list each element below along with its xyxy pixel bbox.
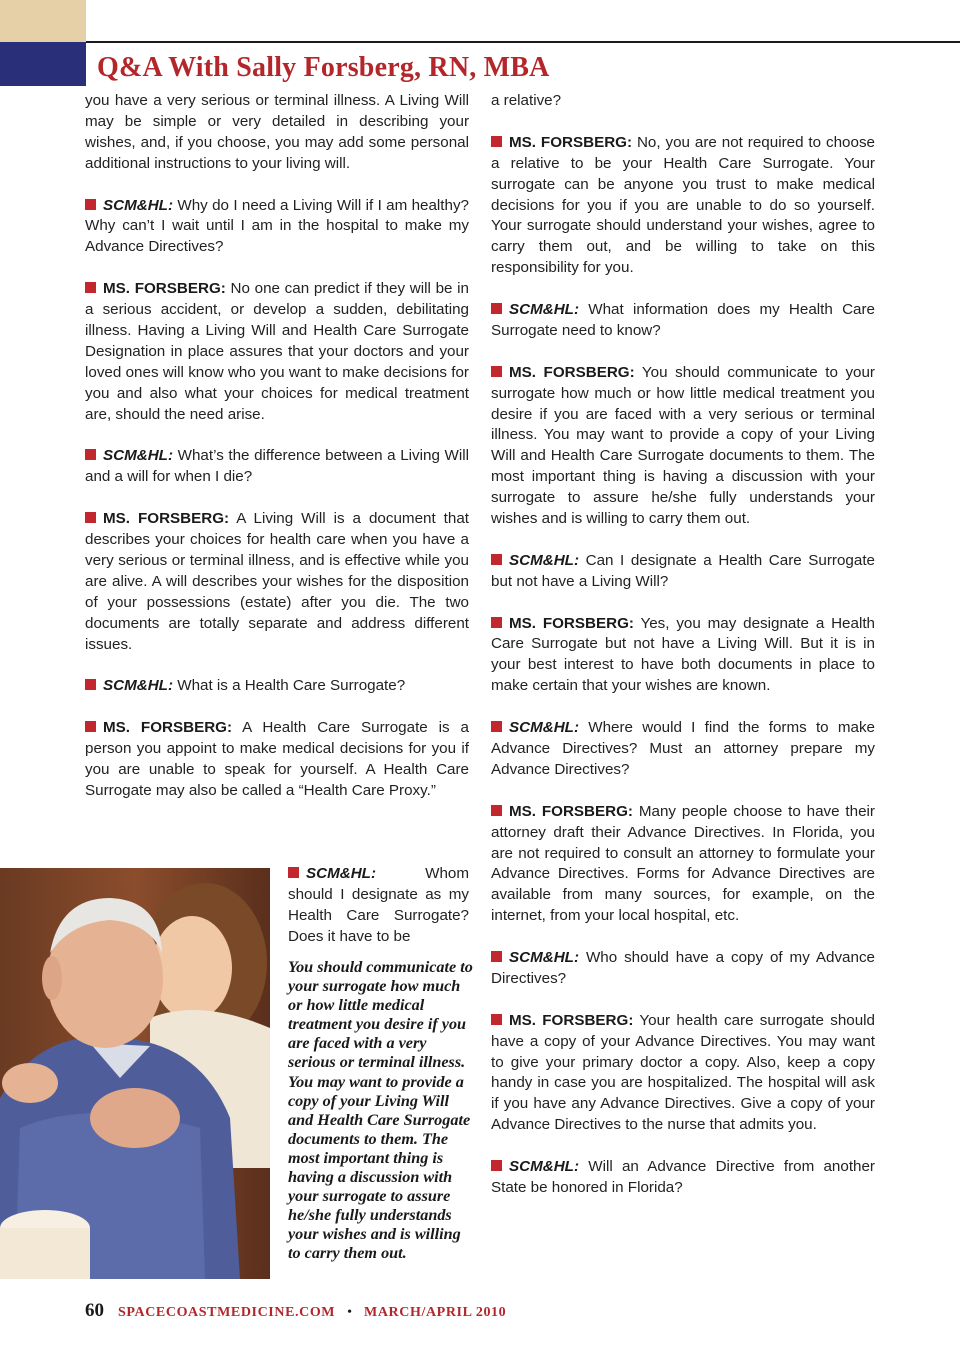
elderly-man-and-woman-photo xyxy=(0,868,270,1279)
red-square-bullet-icon xyxy=(85,282,96,293)
question-paragraph xyxy=(491,1157,875,1199)
header-rule xyxy=(86,41,960,43)
answer-paragraph xyxy=(491,614,875,698)
answer-text: A Health Care Surrogate is a person you appoint to make medical decisions for you if you are unable to speak for yourself. A Health Care Surrogate may also be called a “Health Care Proxy.” xyxy=(85,719,469,799)
red-square-bullet-icon xyxy=(85,199,96,210)
question-text: What information does my Health Care Surrogate need to know? xyxy=(491,301,875,339)
red-square-bullet-icon xyxy=(491,366,502,377)
interviewee-tag: MS. FORSBERG: xyxy=(509,133,633,151)
answer-text: Many people choose to have their attorney draft their Advance Directives. In Florida, you are not required to consult an attorney to formulate your Advance Directives. Forms for Advance Directives are available from many sources, for example, on the internet, from your local hospital, etc. xyxy=(491,802,875,925)
question-text: Where would I find the forms to make Advance Directives? Must an attorney prepare my Advance Directives? xyxy=(491,719,875,778)
answer-text: You should communicate to your surrogate how much or how little medical treatment you desire if you are faced with a very serious or terminal illness. You may want to provide a copy of your Living Will and Health Care Surrogate documents to them. The most important thing is having a discussion with your surrogate to assure he/she fully understands your wishes and is willing to carry them out. xyxy=(491,363,875,528)
corner-accent-navy xyxy=(0,42,86,86)
question-text: Who should have a copy of my Advance Directives? xyxy=(491,949,875,987)
question-text: Will an Advance Directive from another State be honored in Florida? xyxy=(491,1158,875,1196)
red-square-bullet-icon xyxy=(491,951,502,962)
interviewer-tag: SCM&HL: xyxy=(103,196,174,214)
question-paragraph xyxy=(491,300,875,342)
question-text: Can I designate a Health Care Surrogate but not have a Living Will? xyxy=(491,551,875,590)
answer-text: Your health care surrogate should have a copy of your Advance Directives. You may want to give your primary doctor a copy. Also, keep a copy handy in case you are hospitalized. The hospital will ask if you have any Advance Directives. Give a copy of your Advance Directives to the nurse that admits you. xyxy=(491,1011,875,1134)
interviewee-tag: MS. FORSBERG: xyxy=(509,802,633,820)
answer-paragraph xyxy=(85,509,469,655)
interviewer-tag: SCM&HL: xyxy=(509,719,580,737)
interviewee-tag: MS. FORSBERG: xyxy=(103,719,233,737)
red-square-bullet-icon xyxy=(491,1160,502,1171)
interviewer-tag: SCM&HL: xyxy=(103,677,174,695)
continued-text: a relative? xyxy=(491,92,562,109)
red-square-bullet-icon xyxy=(491,554,502,565)
corner-accent-tan xyxy=(0,0,86,42)
interviewer-tag: SCM&HL: xyxy=(509,949,580,967)
red-square-bullet-icon xyxy=(491,805,502,816)
red-square-bullet-icon xyxy=(491,1014,502,1025)
answer-text: No, you are not required to choose a relative to be your Health Care Surrogate. Your surrogate can be anyone you trust to make medical decisions for you if you are unable to do so yourself. Your surrogate should understand your wishes, agree to carry them out, and be willing to take on this responsibility for you. xyxy=(491,133,875,277)
interviewer-tag: SCM&HL: xyxy=(509,551,580,569)
red-square-bullet-icon xyxy=(491,617,502,628)
red-square-bullet-icon xyxy=(491,136,502,147)
answer-paragraph xyxy=(491,363,875,530)
continued-text: you have a very serious or terminal illness. A Living Will may be simple or very detailed in describing your wishes, and, if you choose, you may add some personal additional instructions to your living will. xyxy=(85,92,469,172)
pull-quote: You should communicate to your surrogate how much or how little medical treatment you desire if you are faced with a very serious or terminal illness. You may want to provide a copy of your Living Will and Health Care Surrogate documents to them. The most important thing is having a discussion with your surrogate to assure he/she fully understands your wishes and is willing to carry them out. xyxy=(288,958,473,1263)
answer-paragraph xyxy=(491,802,875,927)
footer-issue-date: MARCH/APRIL 2010 xyxy=(364,1305,507,1320)
answer-paragraph xyxy=(85,279,469,425)
red-square-bullet-icon xyxy=(491,303,502,314)
interviewer-tag: SCM&HL: xyxy=(306,865,377,882)
interviewee-tag: MS. FORSBERG: xyxy=(509,1011,634,1029)
question-paragraph xyxy=(288,864,469,948)
question-text: Why do I need a Living Will if I am healthy? Why can’t I wait until I am in the hospital to make my Advance Directives? xyxy=(85,196,469,256)
red-square-bullet-icon xyxy=(85,449,96,460)
answer-text: A Living Will is a document that describes your choices for health care when you have a very serious or terminal illness, and is effective while you are alive. A will describes your wishes for the disposition of your possessions (estate) after you die. The two documents are totally separate and address different issues. xyxy=(85,510,469,653)
question-paragraph xyxy=(491,718,875,781)
answer-paragraph xyxy=(491,1011,875,1136)
interviewer-tag: SCM&HL: xyxy=(509,301,580,319)
question-text: What is a Health Care Surrogate? xyxy=(173,677,406,695)
red-square-bullet-icon xyxy=(85,721,96,732)
interviewee-tag: MS. FORSBERG: xyxy=(509,363,635,381)
answer-text: No one can predict if they will be in a serious accident, or develop a sudden, debilitating illness. Having a Living Will and Health Care Surrogate Designation in place assures that your doctors and your loved ones will know who you want to make decisions for you and also what your choices for medical treatment are, should the need arise. xyxy=(85,280,469,423)
question-text: What’s the difference between a Living Will and a will for when I die? xyxy=(85,447,469,486)
question-paragraph xyxy=(491,551,875,593)
footer-separator: • xyxy=(347,1305,353,1320)
interviewer-tag: SCM&HL: xyxy=(103,447,174,465)
red-square-bullet-icon xyxy=(85,512,96,523)
interviewee-tag: MS. FORSBERG: xyxy=(509,614,634,632)
page-footer xyxy=(85,1300,506,1322)
page-number: 60 xyxy=(85,1300,104,1321)
question-paragraph xyxy=(85,446,469,488)
red-square-bullet-icon xyxy=(85,679,96,690)
question-paragraph xyxy=(85,676,469,697)
answer-text: Yes, you may designate a Health Care Surrogate but not have a Living Will. But it is in your best interest to have both documents in place to make certain that your wishes are known. xyxy=(491,614,875,695)
interviewee-tag: MS. FORSBERG: xyxy=(103,280,226,298)
middle-column xyxy=(288,864,469,948)
page-title: Q&A With Sally Forsberg, RN, MBA xyxy=(97,52,550,83)
answer-paragraph xyxy=(85,718,469,802)
answer-paragraph xyxy=(491,133,875,279)
interviewer-tag: SCM&HL: xyxy=(509,1158,580,1176)
question-paragraph xyxy=(85,196,469,259)
interviewee-tag: MS. FORSBERG: xyxy=(103,510,230,528)
red-square-bullet-icon xyxy=(491,721,502,732)
footer-site: SPACECOASTMEDICINE.COM xyxy=(118,1305,336,1320)
question-paragraph xyxy=(491,948,875,990)
left-column xyxy=(85,91,469,802)
question-text: Whom should I designate as my Health Care Surrogate? Does it have to be xyxy=(288,865,469,945)
right-column xyxy=(491,91,875,1199)
red-square-bullet-icon xyxy=(288,867,299,878)
